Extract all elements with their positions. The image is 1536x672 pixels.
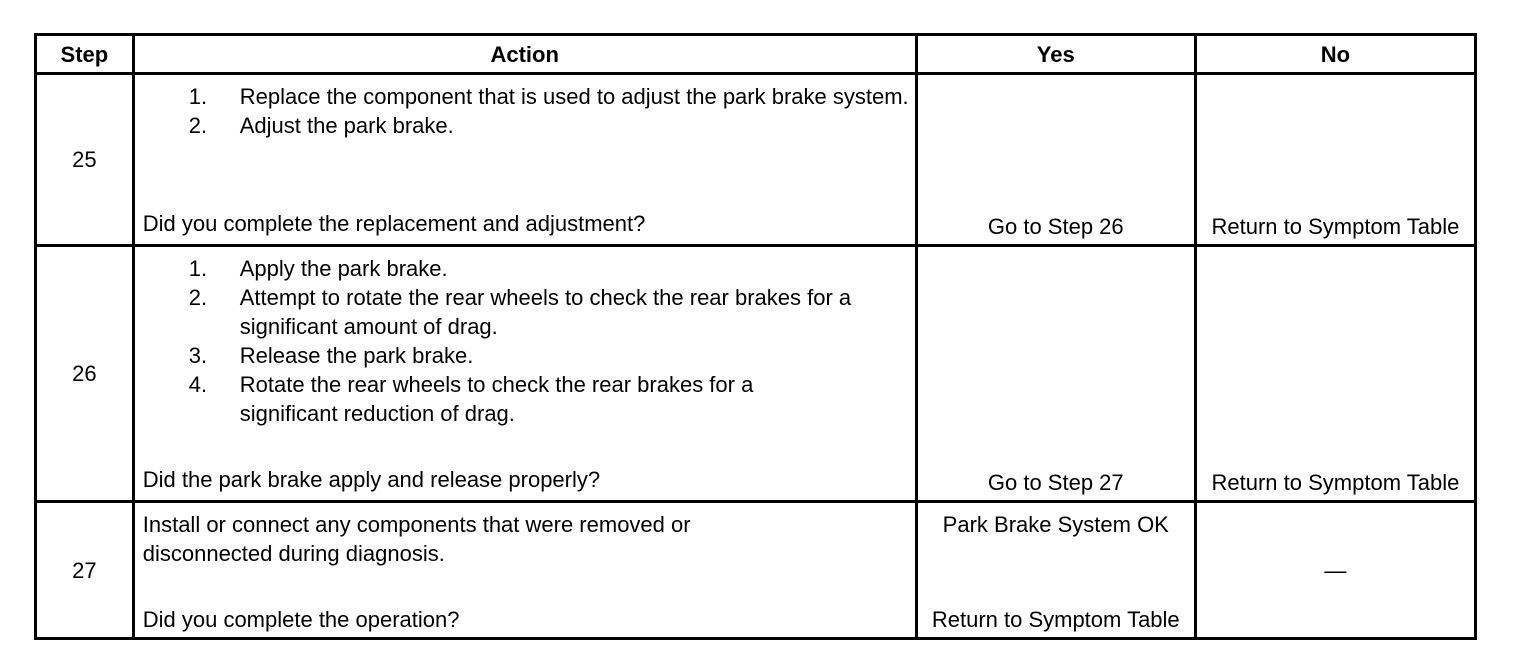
yes-result: Go to Step 27: [916, 246, 1195, 502]
list-item-text: Replace the component that is used to adjust the park brake system.: [239, 84, 909, 109]
header-row: [36, 35, 1476, 74]
diagnostic-table: [34, 33, 1477, 640]
yes-secondary-result: Return to Symptom Table: [931, 607, 1180, 632]
list-item-text: Attempt to rotate the rear wheels to check the rear brakes for a significant amount of drag.: [239, 285, 852, 339]
table-row: [36, 246, 1476, 502]
header-action: Action: [133, 35, 916, 74]
list-item-text: Adjust the park brake.: [239, 113, 454, 138]
list-item: [135, 341, 915, 370]
list-item-number: 1.: [188, 256, 208, 281]
header-yes: Yes: [916, 35, 1195, 74]
action-question: Did you complete the operation?: [142, 607, 460, 632]
action-cell: [133, 246, 916, 502]
header-step: Step: [36, 35, 134, 74]
yes-result: [916, 502, 1195, 639]
step-number: 25: [36, 74, 134, 246]
list-item: [135, 82, 915, 111]
list-item-number: 2.: [188, 113, 208, 138]
list-item-number: 4.: [188, 372, 208, 397]
list-item-text: Release the park brake.: [239, 343, 474, 368]
list-item: [135, 370, 915, 428]
list-item: [135, 111, 915, 140]
no-result: —: [1195, 502, 1475, 639]
no-result: Return to Symptom Table: [1195, 246, 1475, 502]
yes-result: Go to Step 26: [916, 74, 1195, 246]
action-question: Did the park brake apply and release properly?: [142, 467, 601, 492]
list-item-number: 2.: [188, 285, 208, 310]
table-row: [36, 502, 1476, 639]
step-number: 26: [36, 246, 134, 502]
list-item: [135, 283, 915, 341]
list-item: [135, 254, 915, 283]
action-steps-list: [135, 75, 915, 140]
yes-primary-result: Park Brake System OK: [942, 512, 1169, 537]
action-steps-list: [135, 247, 915, 428]
header-no: No: [1195, 35, 1475, 74]
action-cell: [133, 502, 916, 639]
action-text: Install or connect any components that were removed or disconnected during diagnosis.: [142, 512, 691, 566]
list-item-number: 1.: [188, 84, 208, 109]
list-item-number: 3.: [188, 343, 208, 368]
no-result: Return to Symptom Table: [1195, 74, 1475, 246]
table-row: [36, 74, 1476, 246]
action-cell: [133, 74, 916, 246]
action-question: Did you complete the replacement and adjustment?: [142, 211, 646, 236]
list-item-text: Rotate the rear wheels to check the rear brakes for a significant reduction of drag.: [239, 372, 754, 426]
list-item-text: Apply the park brake.: [239, 256, 448, 281]
step-number: 27: [36, 502, 134, 639]
